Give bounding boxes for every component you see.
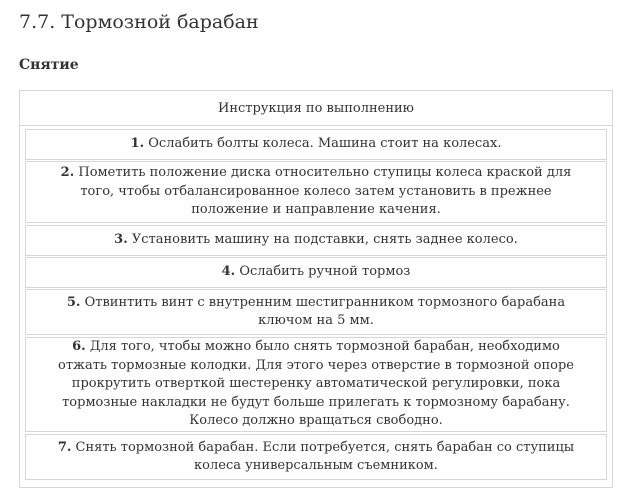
step-text: Пометить положение диска относительно ступицы колеса краской для того, чтобы отбалансированное колесо затем установить в прежнее положение и направление качения. — [78, 165, 572, 218]
step-row-1 — [25, 129, 607, 160]
step-number: 3. — [114, 232, 128, 248]
step-text: Снять тормозной барабан. Если потребуется, снять барабан со ступицы колеса универсальным съемником. — [75, 439, 575, 473]
step-row-2 — [25, 161, 607, 223]
step-number: 2. — [60, 165, 75, 181]
step-number: 6. — [72, 339, 86, 355]
step-text: Ослабить ручной тормоз — [239, 264, 411, 280]
step-row-4 — [25, 257, 607, 288]
section-heading: Снятие — [19, 57, 79, 73]
step-number: 5. — [66, 294, 81, 310]
step-number: 7. — [57, 439, 72, 455]
page-title: 7.7. Тормозной барабан — [19, 11, 259, 33]
step-number: 1. — [130, 136, 145, 152]
step-text: Для того, чтобы можно было снять тормозной барабан, необходимо отжать тормозные колодки. Для этого через отверстие в тормозной опоре прокрутить отверткой шестеренку автоматической регулировки, пока тормозные накладки не будут больше прилегать к тормозному барабану. Колесо должно вращаться свободно. — [58, 339, 574, 429]
step-text: Ослабить болты колеса. Машина стоит на колесах. — [148, 136, 502, 152]
step-number: 4. — [221, 264, 236, 280]
step-row-6 — [25, 337, 607, 432]
step-row-7 — [25, 434, 607, 480]
table-header: Инструкция по выполнению — [20, 91, 612, 126]
step-text: Установить машину на подставки, снять заднее колесо. — [131, 232, 518, 248]
step-text: Отвинтить винт с внутренним шестигранником тормозного барабана ключом на 5 мм. — [84, 294, 566, 328]
step-row-5 — [25, 289, 607, 335]
instruction-table — [19, 90, 613, 488]
step-row-3 — [25, 225, 607, 256]
